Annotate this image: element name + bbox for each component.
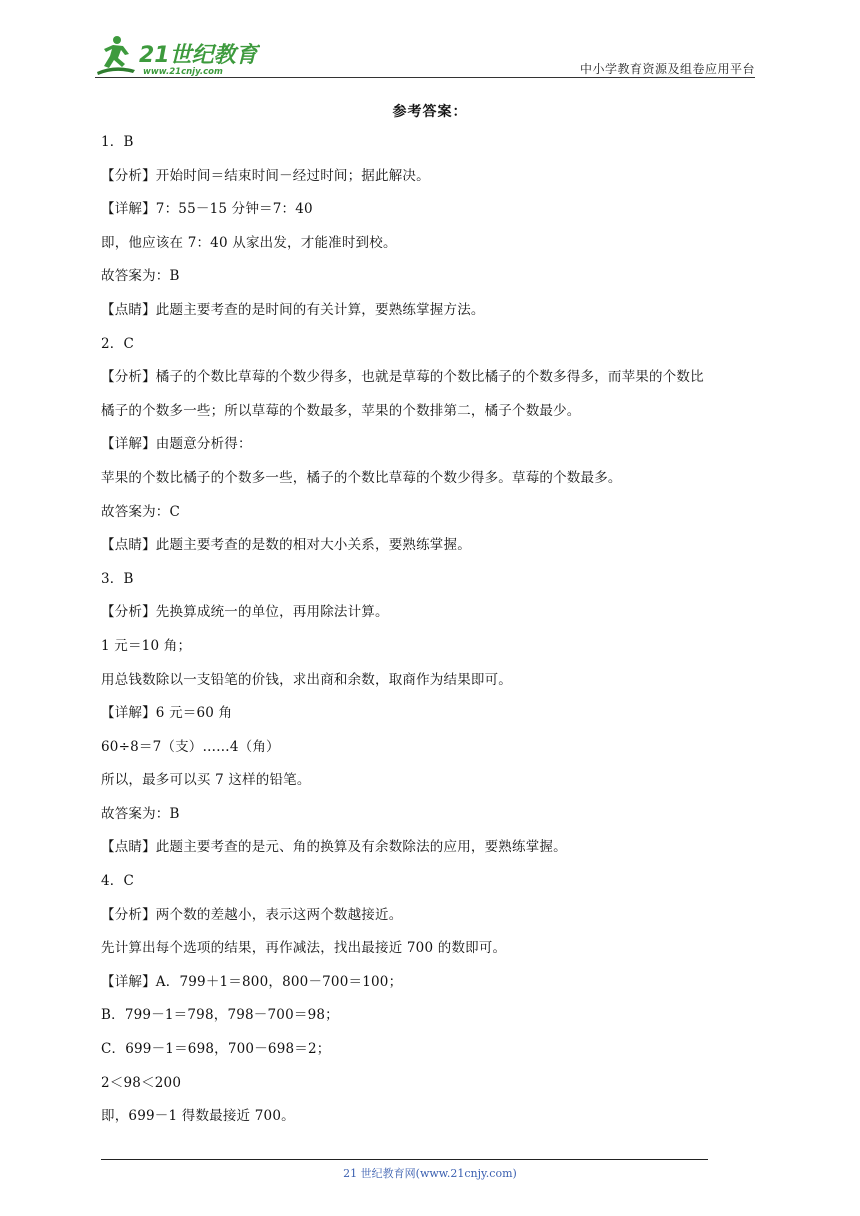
text-line: 【点睛】此题主要考查的是数的相对大小关系，要熟练掌握。 [101,537,471,554]
logo-url: www.21cnjy.com [143,67,223,77]
text-line: 【分析】橘子的个数比草莓的个数少得多，也就是草莓的个数比橘子的个数多得多，而苹果的个数比 [101,369,704,386]
text-line: 【分析】两个数的差越小，表示这两个数越接近。 [101,906,403,923]
text-line: 2．C [101,335,135,352]
text-line: 【详解】6 元＝60 角 [101,705,233,722]
text-line: 【分析】开始时间＝结束时间－经过时间；据此解决。 [101,167,430,184]
text-line: 苹果的个数比橘子的个数多一些，橘子的个数比草莓的个数少得多。草莓的个数最多。 [101,469,622,486]
text-line: 故答案为：C [101,503,181,520]
header-divider [95,77,755,78]
text-line: 2＜98＜200 [101,1074,182,1091]
text-line: 【点睛】此题主要考查的是时间的有关计算，要熟练掌握方法。 [101,301,485,318]
text-line: 所以，最多可以买 7 这样的铅笔。 [101,772,311,789]
text-line: 【详解】7：55－15 分钟＝7：40 [101,201,313,218]
text-line: 1．B [101,134,134,150]
text-line: 4．C [101,873,135,890]
text-line: 橘子的个数多一些；所以草莓的个数最多，苹果的个数排第二，橘子个数最少。 [101,402,581,419]
text-line: 【详解】A．799＋1＝800，800－700＝100； [101,973,403,990]
page-footer: 21 世纪教育网(www.21cnjy.com) [343,1167,517,1180]
text-line: 故答案为：B [101,268,180,285]
site-logo [95,34,260,78]
text-line: 即，他应该在 7：40 从家出发，才能准时到校。 [101,234,397,251]
text-line: 60÷8＝7（支）……4（角） [101,738,280,755]
text-line: B．799－1＝798，798－700＝98； [101,1007,339,1024]
text-line: C．699－1＝698，700－698＝2； [101,1041,331,1058]
text-line: 即，699－1 得数最接近 700。 [101,1108,295,1125]
answer-content [101,126,771,1134]
text-line: 3．B [101,570,134,587]
text-line: 【分析】先换算成统一的单位，再用除法计算。 [101,604,389,621]
text-line: 【详解】由题意分析得： [101,436,252,453]
page-title: 参考答案： [392,104,468,120]
logo-text: 21世纪教育 [139,43,258,68]
runner-icon [97,36,135,75]
page-header [0,0,860,80]
text-line: 故答案为：B [101,805,180,822]
text-line: 先计算出每个选项的结果，再作减法，找出最接近 700 的数即可。 [101,940,507,957]
text-line: 【点睛】此题主要考查的是元、角的换算及有余数除法的应用，要熟练掌握。 [101,839,567,856]
text-line: 用总钱数除以一支铅笔的价钱，求出商和余数，取商作为结果即可。 [101,671,512,688]
text-line: 1 元＝10 角； [101,637,192,654]
footer-divider [101,1159,708,1160]
platform-label: 中小学教育资源及组卷应用平台 [579,62,755,76]
